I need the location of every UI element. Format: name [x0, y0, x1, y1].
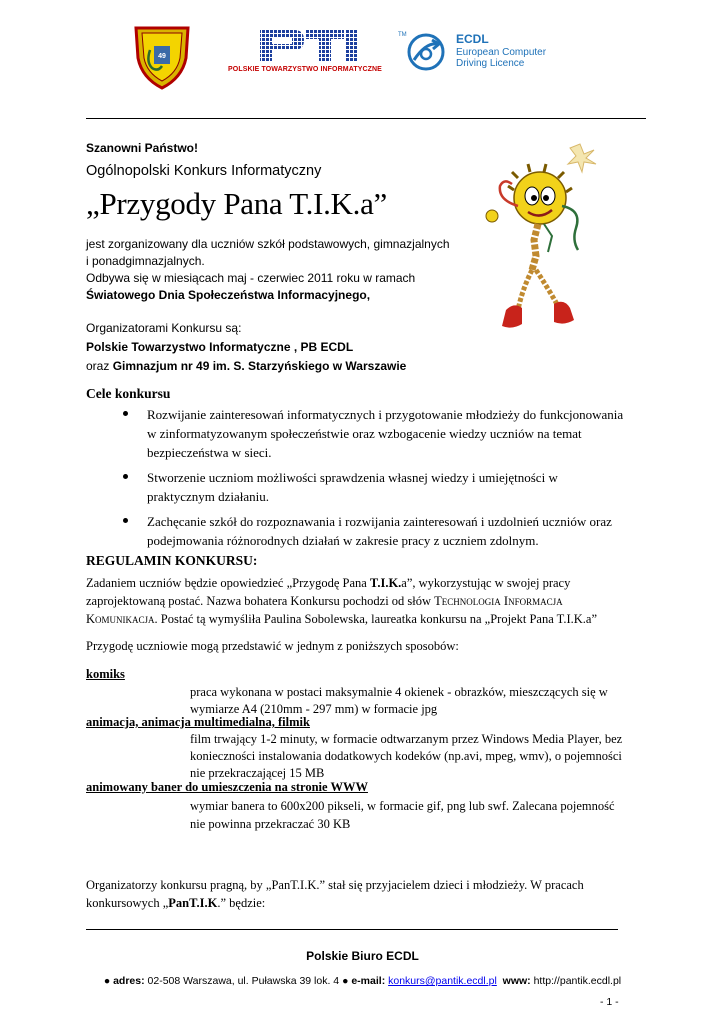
organizer-2: Gimnazjum nr 49 im. S. Starzyńskiego w Warszawie — [112, 359, 407, 373]
intro-paragraph — [86, 236, 450, 304]
category-banner: animowany baner do umieszczenia na stronie WWW — [86, 780, 368, 794]
school-badge-logo — [132, 22, 192, 90]
rules-closing-paragraph: Organizatorzy konkursu pragną, by „PanT.I.K.” stał się przyjacielem dzieci i młodzieży. W pracach konkursowych „PanT.I.K.” będzie: — [86, 878, 584, 910]
organizers — [86, 319, 406, 376]
organizer-2-prefix: oraz — [86, 359, 113, 373]
contest-line: Ogólnopolski Konkurs Informatyczny — [86, 163, 322, 179]
footer-contact: ● adres: 02-508 Warszawa, ul. Puławska 39 lok. 4 ● e-mail: konkurs@pantik.ecdl.pl www: http://pantik.ecdl.pl — [103, 975, 622, 987]
trademark-mark: TM — [398, 32, 407, 38]
list-item: Zachęcanie szkół do rozpoznawania i rozwijania zainteresowań i uzdolnień uczniów oraz podejmowania różnorodnych działań w zakresie pracy z uczniem zdolnym. — [147, 512, 647, 550]
pantik-mascot-illustration — [478, 140, 608, 340]
organizers-intro: Organizatorami Konkursu są: — [86, 321, 242, 335]
pti-name: POLSKIE TOWARZYSTWO INFORMATYCZNE — [228, 66, 382, 73]
goals-list — [147, 405, 647, 550]
category-animation: animacja, animacja multimedialna, filmik — [86, 715, 310, 729]
goals-heading: Cele konkursu — [86, 386, 171, 401]
category-animation-desc: film trwający 1-2 minuty, w formacie odtwarzanym przez Windows Media Player, bez konieczności instalowania dodatkowych kodeków (np.avi, mpeg, wmv), o pojemności nie przekraczającej 15 MB — [190, 732, 623, 780]
rules-forms-intro: Przygodę uczniowie mogą przedstawić w jednym z poniższych sposobów: — [86, 639, 459, 653]
footer-divider — [86, 929, 618, 930]
ecdl-line2: Driving Licence — [456, 58, 525, 69]
footer-address: 02-508 Warszawa, ul. Puławska 39 lok. 4 — [144, 975, 343, 987]
school-badge-number: 49 — [158, 53, 166, 60]
greeting: Szanowni Państwo! — [86, 141, 199, 155]
category-comic-desc: praca wykonana w postaci maksymalnie 4 okienek - obrazków, mieszczących się w wymiarze A4 (210mm - 297 mm) w formacie jpg — [190, 685, 608, 716]
intro-line: jest zorganizowany dla uczniów szkół podstawowych, gimnazjalnych — [86, 237, 450, 251]
rules-heading: REGULAMIN KONKURSU: — [86, 553, 258, 568]
page-number: - 1 - — [600, 996, 619, 1008]
ecdl-globe-icon — [406, 32, 446, 72]
category-comic: komiks — [86, 667, 125, 681]
ecdl-line1: European Computer — [456, 47, 547, 58]
rules-intro-paragraph: Zadaniem uczniów będzie opowiedzieć „Przygodę Pana T.I.K.a”, wykorzystując w swojej pracy zaprojektowaną postać. Nazwa bohatera Konkursu pochodzi od słów Technologia Informacja Komunikacja. Postać tą wymyśliła Paulina Sobolewska, laureatka konkursu na „Projekt Pana T.I.K.a” — [86, 576, 598, 626]
pti-logo — [222, 26, 392, 76]
list-item: Rozwijanie zainteresowań informatycznych i przygotowanie młodzieży do funkcjonowania w zinformatyzowanym społeczeństwie oraz wzbogacenie wiedzy uczniów na temat bezpieczeństwa w sieci. — [147, 405, 647, 462]
page-title: „Przygody Pana T.I.K.a” — [86, 186, 387, 221]
category-banner-desc: wymiar banera to 600x200 pikseli, w formacie gif, png lub swf. Zalecana pojemność nie powinna przekraczać 30 KB — [190, 799, 615, 831]
organizer-1: Polskie Towarzystwo Informatyczne , PB ECDL — [86, 340, 354, 354]
footer-address-label: adres: — [113, 975, 145, 987]
footer-email-label: e-mail: — [351, 975, 386, 987]
intro-line: Światowego Dnia Społeczeństwa Informacyjnego, — [86, 288, 371, 302]
footer-www: http://pantik.ecdl.pl — [530, 975, 622, 987]
intro-line: Odbywa się w miesiącach maj - czerwiec 2011 roku w ramach — [86, 271, 416, 285]
ecdl-logo — [398, 30, 558, 80]
ecdl-title: ECDL — [456, 32, 489, 46]
list-item: Stworzenie uczniom możliwości sprawdzenia własnej wiedzy i umiejętności w praktycznym działaniu. — [147, 468, 647, 506]
footer-email-link[interactable]: konkurs@pantik.ecdl.pl — [388, 975, 497, 987]
footer-www-label: www: — [502, 975, 531, 987]
intro-line: i ponadgimnazjalnych. — [86, 254, 205, 268]
header-divider — [86, 118, 646, 119]
footer-org: Polskie Biuro ECDL — [306, 949, 419, 963]
